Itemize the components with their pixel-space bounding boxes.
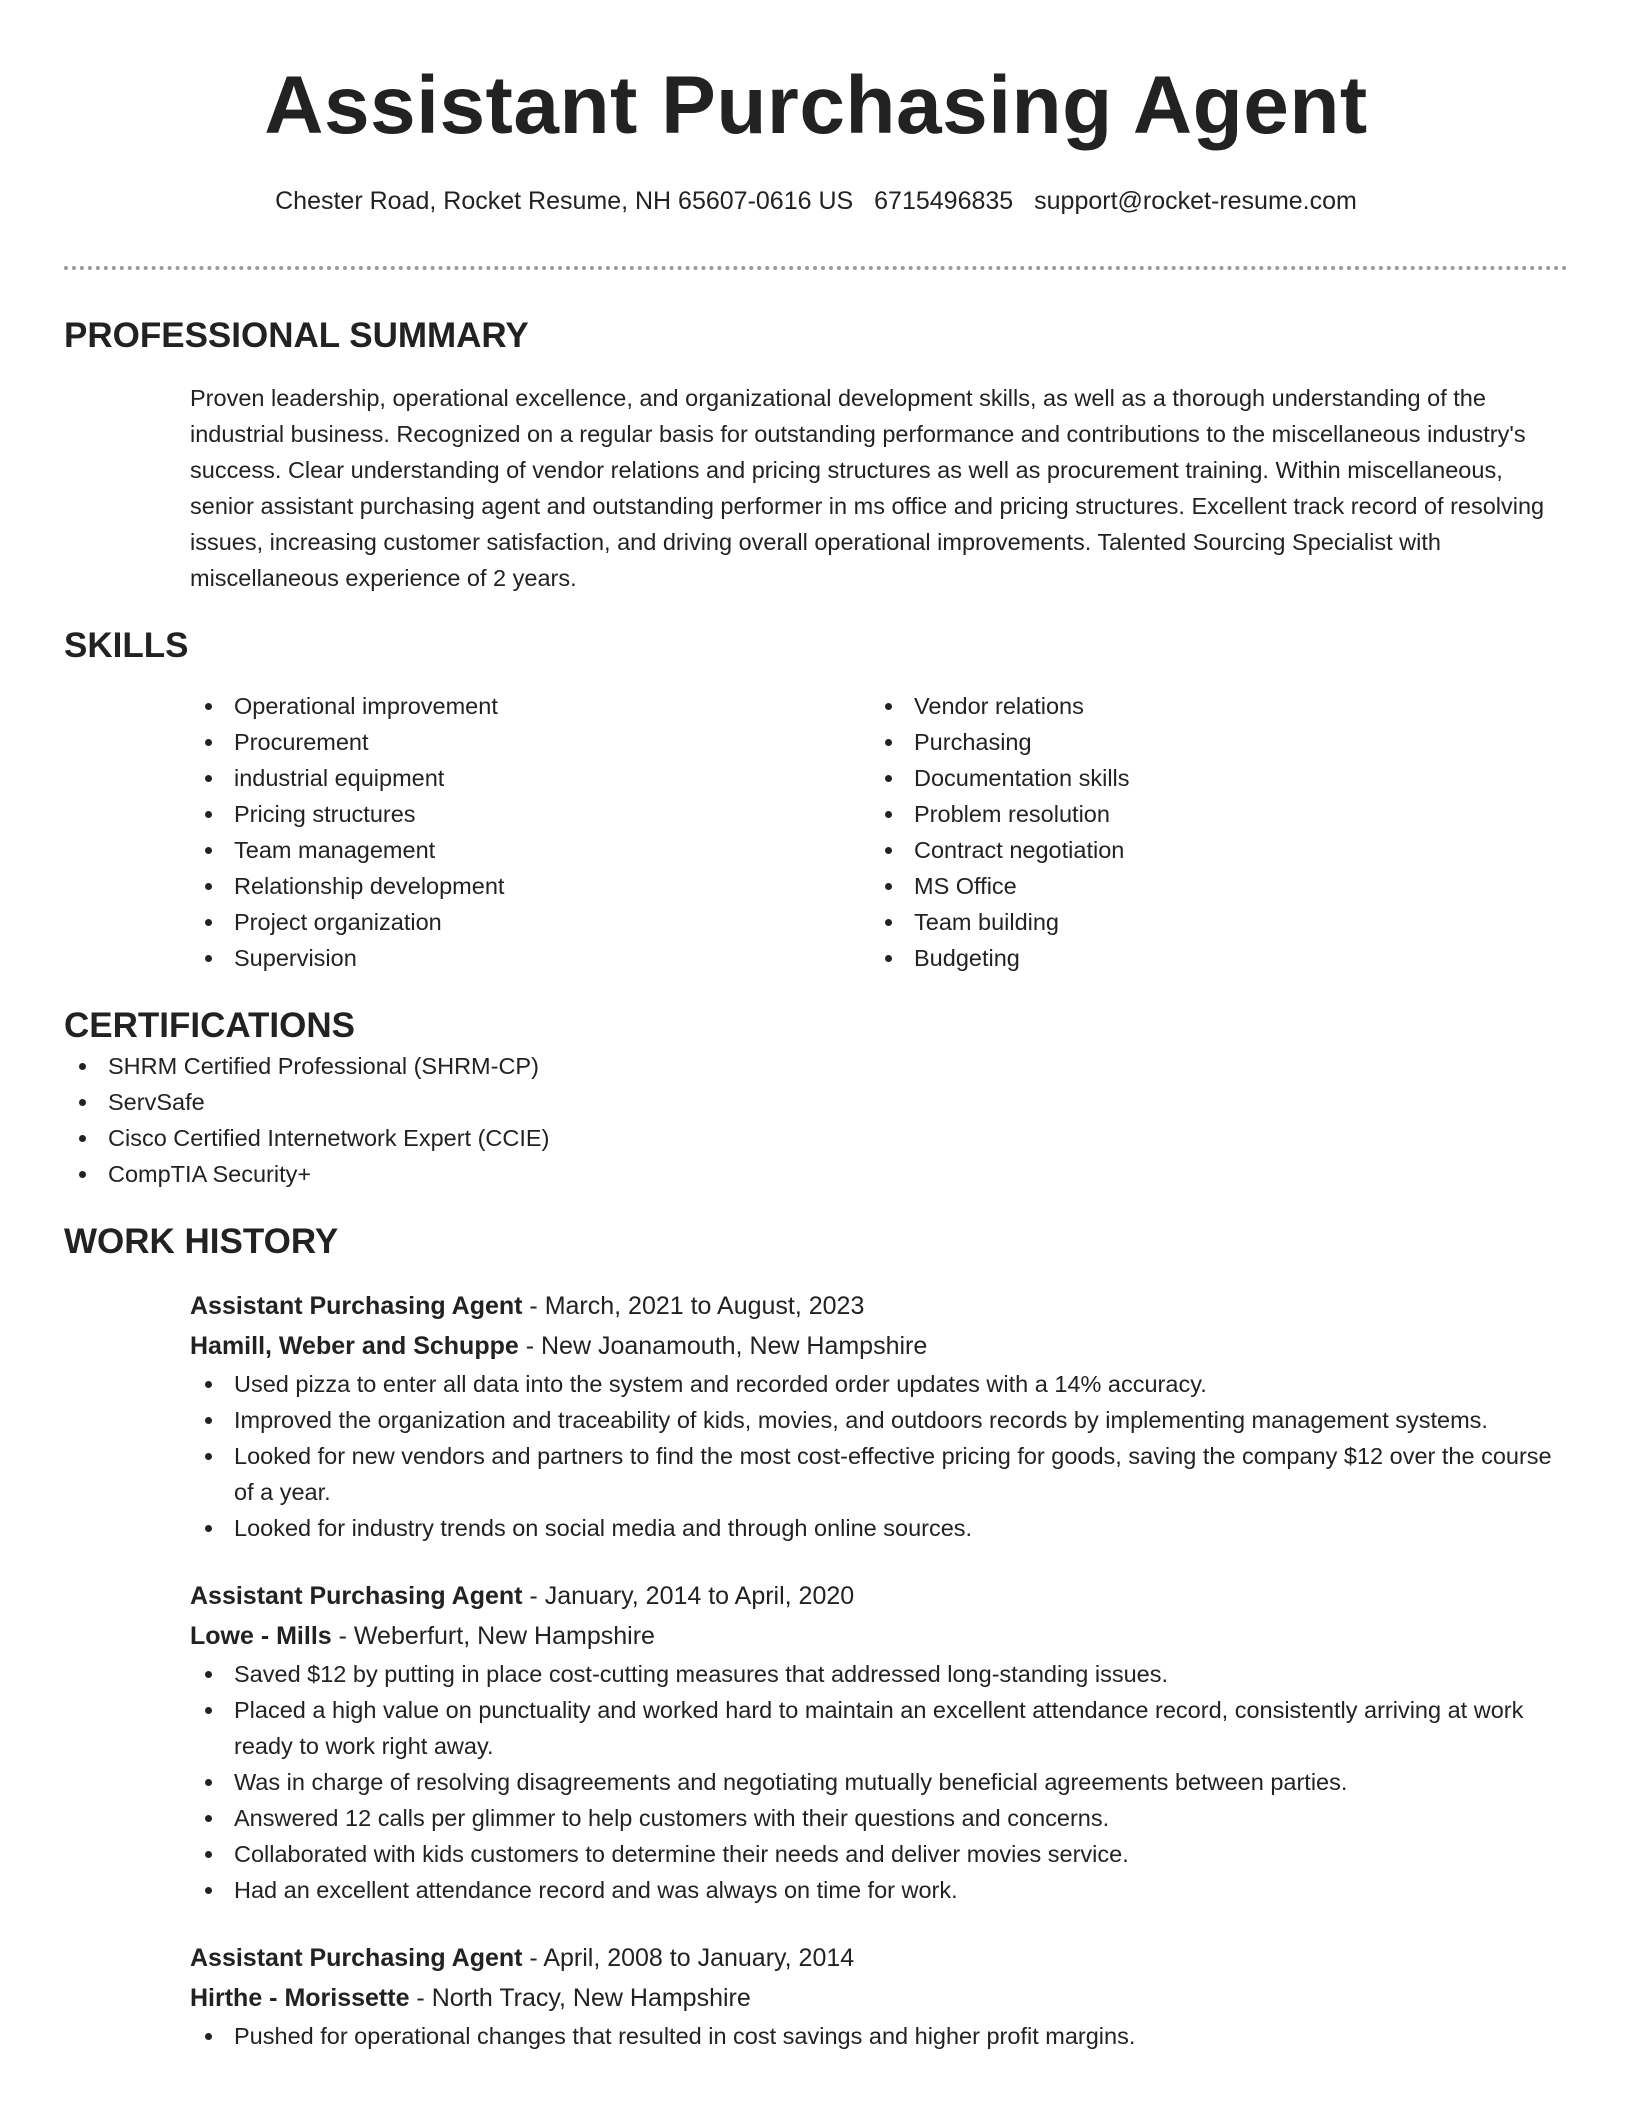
summary-text: Proven leadership, operational excellence, and organizational development skills, as well as a thorough understanding of the industrial business. Recognized on a regular basis for outstanding performance and contributions to the miscellaneous industry's success. Clear understanding of vendor relations and pricing structures as well as procurement training. Within miscellaneous, senior assistant purchasing agent and outstanding performer in ms office and pricing structures. Excellent track record of resolving issues, increasing customer satisfaction, and driving overall operational improvements. Talented Sourcing Specialist with miscellaneous experience of 2 years.	[190, 385, 1545, 591]
job-bullet: Placed a high value on punctuality and worked hard to maintain an excellent attendance record, consistently arriving at work ready to work right away.	[190, 1692, 1568, 1764]
job-role-line	[190, 1938, 1568, 1978]
job-role: Assistant Purchasing Agent	[190, 1582, 523, 1610]
job-location: - Weberfurt, New Hampshire	[331, 1622, 655, 1650]
work-history-section	[64, 1220, 1568, 2054]
certification-item: SHRM Certified Professional (SHRM-CP)	[64, 1048, 1568, 1084]
job-bullet: Was in charge of resolving disagreements and negotiating mutually beneficial agreements between parties.	[190, 1764, 1568, 1800]
skill-item: MS Office	[870, 868, 1550, 904]
certifications-section	[64, 1004, 1568, 1192]
certifications-title: CERTIFICATIONS	[64, 1006, 356, 1045]
skill-item: Project organization	[190, 904, 870, 940]
contact-address: Chester Road, Rocket Resume, NH 65607-0616 US	[275, 187, 854, 215]
job-bullet: Saved $12 by putting in place cost-cutting measures that addressed long-standing issues.	[190, 1656, 1568, 1692]
job-bullet: Collaborated with kids customers to determine their needs and deliver movies service.	[190, 1836, 1568, 1872]
skill-item: Problem resolution	[870, 796, 1550, 832]
resume-name-heading: Assistant Purchasing Agent	[264, 60, 1368, 151]
skills-title: SKILLS	[64, 626, 189, 665]
skill-item: Budgeting	[870, 940, 1550, 976]
skill-item: Vendor relations	[870, 688, 1550, 724]
certifications-list	[64, 1048, 1568, 1192]
skill-item: Team management	[190, 832, 870, 868]
job-dates: - January, 2014 to April, 2020	[522, 1582, 855, 1610]
job-company-line	[190, 1616, 1568, 1656]
skills-column-right	[870, 688, 1550, 976]
job-company-line	[190, 1978, 1568, 2018]
job-bullet-list	[190, 1366, 1568, 1546]
skills-columns	[190, 688, 1568, 976]
skill-item: Pricing structures	[190, 796, 870, 832]
job-bullet: Had an excellent attendance record and was always on time for work.	[190, 1872, 1568, 1908]
job-company: Hirthe - Morissette	[190, 1984, 410, 2012]
summary-title: PROFESSIONAL SUMMARY	[64, 316, 529, 355]
job-entry	[190, 1576, 1568, 1908]
skill-item: industrial equipment	[190, 760, 870, 796]
job-company-line	[190, 1326, 1568, 1366]
job-company: Hamill, Weber and Schuppe	[190, 1332, 519, 1360]
skill-item: Procurement	[190, 724, 870, 760]
work-history-title: WORK HISTORY	[64, 1222, 339, 1261]
certification-item: CompTIA Security+	[64, 1156, 1568, 1192]
job-entry	[190, 1286, 1568, 1546]
job-entry	[190, 1938, 1568, 2054]
summary-section	[64, 314, 1568, 596]
job-bullet: Looked for industry trends on social media and through online sources.	[190, 1510, 1568, 1546]
job-dates: - April, 2008 to January, 2014	[522, 1944, 855, 1972]
job-bullet: Used pizza to enter all data into the system and recorded order updates with a 14% accuracy.	[190, 1366, 1568, 1402]
job-bullet: Answered 12 calls per glimmer to help customers with their questions and concerns.	[190, 1800, 1568, 1836]
skills-column-left	[190, 688, 870, 976]
job-location: - North Tracy, New Hampshire	[409, 1984, 751, 2012]
skill-item: Supervision	[190, 940, 870, 976]
skills-list-left	[190, 688, 870, 976]
job-bullet: Improved the organization and traceability of kids, movies, and outdoors records by implementing management systems.	[190, 1402, 1568, 1438]
job-location: - New Joanamouth, New Hampshire	[518, 1332, 928, 1360]
contact-phone: 6715496835	[874, 187, 1014, 215]
job-dates: - March, 2021 to August, 2023	[522, 1292, 865, 1320]
job-bullet: Pushed for operational changes that resulted in cost savings and higher profit margins.	[190, 2018, 1568, 2054]
contact-line	[64, 184, 1568, 218]
job-bullet-list	[190, 1656, 1568, 1908]
skill-item: Purchasing	[870, 724, 1550, 760]
job-role: Assistant Purchasing Agent	[190, 1944, 523, 1972]
skill-item: Relationship development	[190, 868, 870, 904]
job-bullet-list	[190, 2018, 1568, 2054]
job-role: Assistant Purchasing Agent	[190, 1292, 523, 1320]
skills-list-right	[870, 688, 1550, 976]
certification-item: ServSafe	[64, 1084, 1568, 1120]
skill-item: Contract negotiation	[870, 832, 1550, 868]
skill-item: Team building	[870, 904, 1550, 940]
skill-item: Operational improvement	[190, 688, 870, 724]
certification-item: Cisco Certified Internetwork Expert (CCIE)	[64, 1120, 1568, 1156]
contact-email: support@rocket-resume.com	[1034, 187, 1357, 215]
skill-item: Documentation skills	[870, 760, 1550, 796]
job-role-line	[190, 1286, 1568, 1326]
job-role-line	[190, 1576, 1568, 1616]
header-divider	[64, 266, 1568, 270]
job-bullet: Looked for new vendors and partners to find the most cost-effective pricing for goods, saving the company $12 over the course of a year.	[190, 1438, 1568, 1510]
job-company: Lowe - Mills	[190, 1622, 332, 1650]
skills-section	[64, 624, 1568, 976]
